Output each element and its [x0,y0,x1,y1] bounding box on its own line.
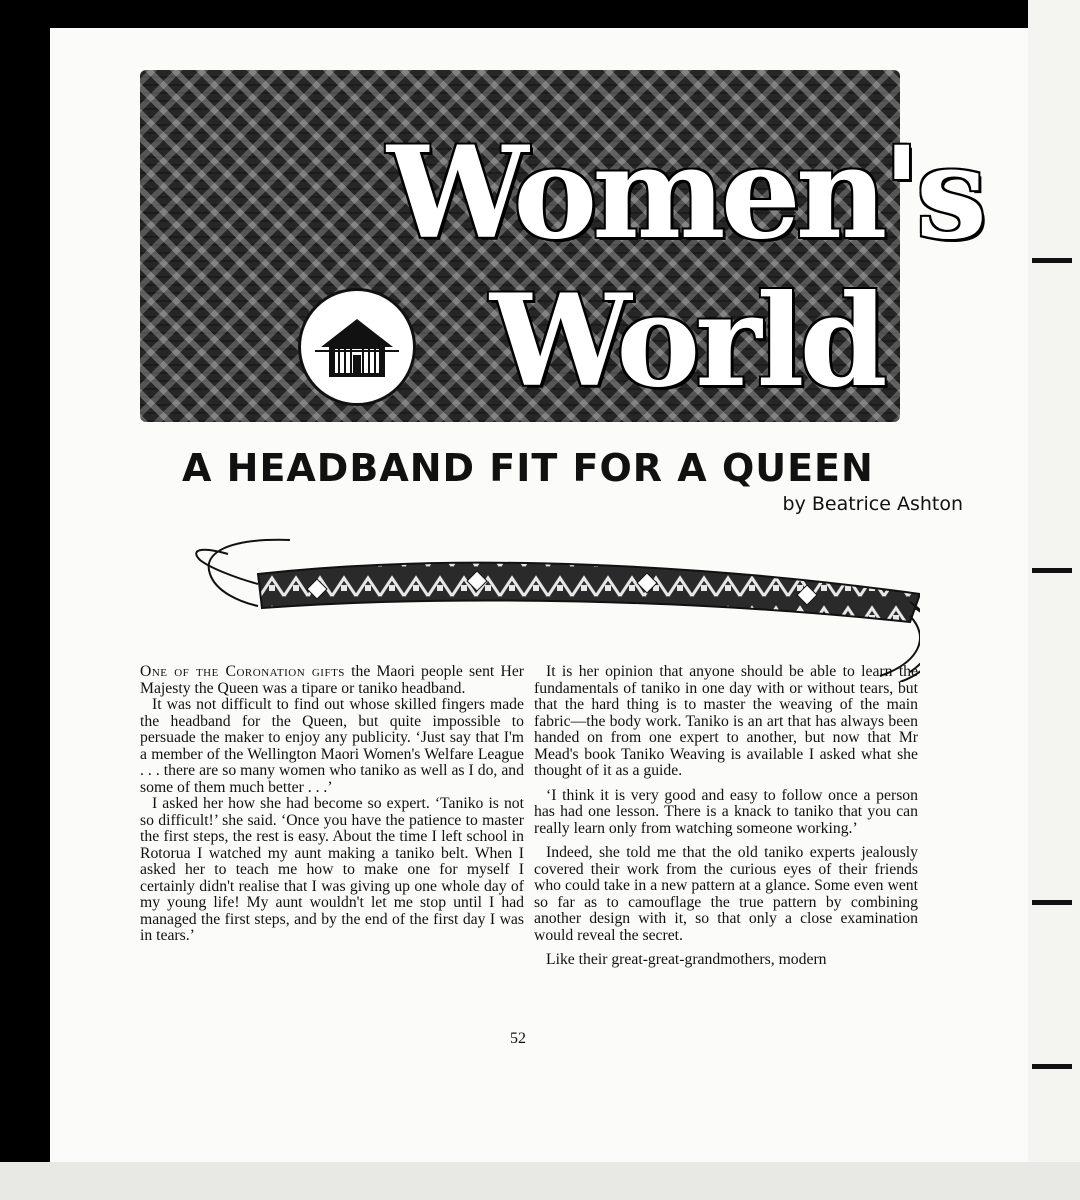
adjacent-page-edge [1028,0,1080,1200]
banner-title-line2: World [490,267,883,415]
paragraph: It was not difficult to find out whose skilled fingers made the headband for the Queen, but quite impossible to persuade the maker to enjoy any publicity. ‘Just say that I'm a member of the Wellington Maori Women's Welfare League . . . there are so many women who taniko as well as I do, and some of them much better . . .’ [140,696,524,796]
edge-mark [1032,900,1072,905]
meeting-house-icon [301,291,413,403]
lead-in: One of the Coronation gifts [140,663,345,680]
edge-mark [1032,1064,1072,1069]
paragraph: Like their great-great-grandmothers, modern [546,951,827,968]
paragraph: It is her opinion that anyone should be able to learn the fundamentals of taniko in one day with or without tears, but that the hard thing is to master the weaving of the main fabric—the body work. Taniko is an art that has always been handed on from one expert to another, but now that Mr Mead's book Taniko Weaving is available I asked what she thought of it as a guide. [534,663,918,779]
paragraph: ‘I think it is very good and easy to follow once a person has had one lesson. There is a knack to taniko that you can really learn only from watching someone working.’ [534,786,918,837]
edge-mark [1032,568,1072,573]
headband-illustration [140,512,920,682]
page-number: 52 [510,1030,526,1047]
paragraph: Indeed, she told me that the old taniko experts jealously covered their work from the curious eyes of their friends who could take in a new pattern at a glance. Some even went so far as to camouflage the true pattern by combining another design with it, so that only a close examination would reveal the secret. [534,844,918,944]
meeting-house-emblem [298,288,416,406]
article-column-left [140,664,524,945]
article-column-right [534,664,918,969]
taniko-banner [140,70,982,422]
edge-mark [1032,258,1072,263]
banner-title-line1: Women's [387,119,982,267]
article-byline: by Beatrice Ashton [782,493,963,515]
article-headline: A HEADBAND FIT FOR A QUEEN [182,446,874,490]
paragraph: I asked her how she had become so expert. ‘Taniko is not so difficult!’ she said. ‘Once you have the patience to master the first steps, the rest is easy. About the time I left school in Rotorua I watched my aunt making a taniko belt. When I asked her to teach me how to make one for myself I certainly didn't realise that I was giving up one whole day of my young life! My aunt wouldn't let me stop until I had managed the first steps, and by the end of the first day I was in tears.’ [140,795,524,944]
paragraph [140,664,524,697]
paragraph-text: the Maori people sent Her Majesty the Queen was a tipare or taniko headband. [140,663,525,697]
page-bottom-edge [0,1162,1080,1200]
